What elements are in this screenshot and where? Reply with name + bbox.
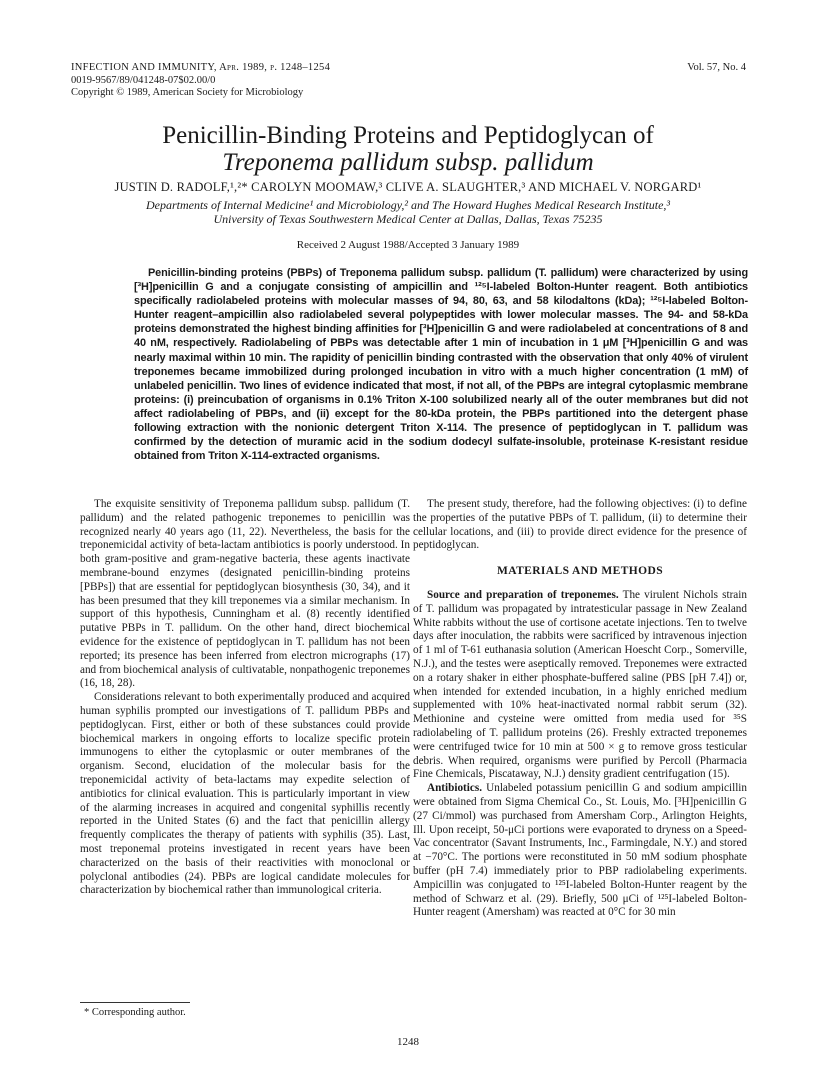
page-number: 1248 bbox=[397, 1036, 419, 1048]
received-date: Received 2 August 1988/Accepted 3 January 1989 bbox=[296, 239, 520, 251]
antibiotics-text: Unlabeled potassium penicillin G and sodium ampicillin were obtained from Sigma Chemical Co., St. Louis, Mo. [³H]penicillin G (27 Ci/mmol) was purchased from Amersham Corp., Arlington Heights, Ill. Upon receipt, 50-μCi portions were evaporated to dryness on a Speed-Vac concentrator (Savant Instruments, Inc., Farmingdale, N.Y.) and stored at −70°C. The portions were reconstituted in 50 mM sodium phosphate buffer (pH 7.4) immediately prior to PBP radiolabeling experiments. Ampicillin was conjugated to ¹²⁵I-labeled Bolton-Hunter reagent by the method of Schwarz et al. (29). Briefly, 500 μCi of ¹²⁵I-labeled Bolton-Hunter reagent (Amersham) was reacted at 0°C for 30 min bbox=[413, 782, 748, 919]
affiliations bbox=[70, 198, 746, 226]
affiliation-line-2: University of Texas Southwestern Medical Center at Dallas, Dallas, Texas 75235 bbox=[213, 212, 603, 226]
title-line-1: Penicillin-Binding Proteins and Peptidoglycan of bbox=[162, 122, 654, 149]
title-line-2 bbox=[70, 149, 746, 176]
affiliation-line-1: Departments of Internal Medicine¹ and Microbiology,² and The Howard Hughes Medical Research Institute,³ bbox=[145, 198, 671, 212]
intro-paragraph-1: The exquisite sensitivity of Treponema pallidum subsp. pallidum (T. pallidum) and the related pathogenic treponemes to penicillin was recognized nearly 40 years ago (11, 22). Nevertheless, the basis for the treponemicidal activity of beta-lactam antibiotics is poorly understood. In both gram-positive and gram-negative bacteria, these agents inactivate membrane-bound enzymes (designated penicillin-binding proteins [PBPs]) that are essential for peptidoglycan biosynthesis (30, 34), and it has been presumed that they kill treponemes via a similar mechanism. In support of this hypothesis, Cunningham et al. (8) recently identified putative PBPs in T. pallidum. On the other hand, direct biochemical evidence for the existence of peptidoglycan in T. pallidum has not been reported; its presence has been inferred from electron micrographs (17) and from biochemical analysis of cultivatable, nonpathogenic treponemes (16, 18, 28). bbox=[80, 498, 410, 690]
footnote: * Corresponding author. bbox=[84, 1007, 186, 1018]
copyright: Copyright © 1989, American Society for Microbiology bbox=[71, 87, 304, 98]
objectives-paragraph: The present study, therefore, had the following objectives: (i) to define the properties of the putative PBPs of T. pallidum, (ii) to determine their cellular locations, and (iii) to provide direct evidence for the presence of peptidoglycan. bbox=[413, 498, 747, 552]
subheading-antibiotics: Antibiotics. bbox=[427, 782, 483, 795]
right-column bbox=[413, 498, 747, 920]
source-text: The virulent Nichols strain of T. pallidum was propagated by intratesticular passage in New Zealand White rabbits without the use of cortisone acetate injections. Ten to twelve days after inoculation, the rabbits were sacrificed by intravenous injection of 1 ml of T-61 euthanasia solution (American Hoescht Corp., Somerville, N.J.), and the testes were aseptically removed. Treponemes were extracted on a rotary shaker in either phosphate-buffered saline (PBS [pH 7.4]) or, when intended for extended incubation, in a highly enriched medium supplemented with 10% heat-inactivated normal rabbit serum (32). Methionine and cysteine were omitted from media used for ³⁵S radiolabeling of T. pallidum proteins (26). Freshly extracted treponemes were centrifuged twice for 10 min at 500 × g to remove gross testicular debris. When required, organisms were purified by Percoll (Pharmacia Fine Chemicals, Piscataway, N.J.) density gradient centrifugation (15). bbox=[413, 588, 747, 781]
journal-header bbox=[71, 62, 330, 100]
section-heading: MATERIALS AND METHODS bbox=[496, 565, 663, 578]
author-list: JUSTIN D. RADOLF,¹,²* CAROLYN MOOMAW,³ CLIVE A. SLAUGHTER,³ AND MICHAEL V. NORGARD¹ bbox=[114, 180, 702, 194]
methods-paragraph-2 bbox=[413, 782, 747, 920]
journal-citation: INFECTION AND IMMUNITY, Apr. 1989, p. 1248–1254 bbox=[71, 62, 331, 73]
journal-code: 0019-9567/89/041248-07$02.00/0 bbox=[71, 74, 216, 86]
abstract: Penicillin-binding proteins (PBPs) of Treponema pallidum subsp. pallidum (T. pallidum) were characterized by using [³H]penicillin G and a conjugate consisting of ampicillin and ¹²⁵I-labeled Bolton-Hunter reagent. Both antibiotics specifically radiolabeled proteins with molecular masses of 94, 80, 63, and 58 kilodaltons (kDa); ¹²⁵I-labeled Bolton-Hunter reagent–ampicillin also radiolabeled several polypeptides with lower molecular masses. The 94- and 58-kDa proteins demonstrated the highest binding affinities for [³H]penicillin G and were radiolabeled at concentrations of 8 and 40 nM, respectively. Radiolabeling of PBPs was detectable after 1 min of incubation in 1 μM [³H]penicillin G and was nearly maximal within 10 min. The rapidity of penicillin binding contrasted with the observation that only 40% of virulent treponemes became immobilized during prolonged incubation in vitro with a much higher concentration (1 mM) of unlabeled penicillin. Two lines of evidence indicated that most, if not all, of the PBPs are integral cytoplasmic membrane proteins: (i) preincubation of organisms in 0.1% Triton X-100 solubilized nearly all of the outer membranes but did not affect radiolabeling of PBPs, and (ii) except for the 80-kDa protein, the PBPs partitioned into the detergent phase following extraction with the nonionic detergent Triton X-114. The presence of peptidoglycan in T. pallidum was confirmed by the detection of muramic acid in the sodium dodecyl sulfate-insoluble, proteinase K-resistant residue obtained from Triton X-114-extracted organisms. bbox=[134, 267, 748, 463]
footnote-divider bbox=[80, 1002, 190, 1003]
subheading-source: Source and preparation of treponemes. bbox=[427, 588, 619, 601]
methods-paragraph-1 bbox=[413, 589, 747, 782]
intro-paragraph-2: Considerations relevant to both experimentally produced and acquired human syphilis prompted our investigations of T. pallidum PBPs and peptidoglycan. First, either or both of these substances could provide biochemical markers in ongoing efforts to localize specific protein immunogens to either the cytoplasmic or outer membranes of the organism. Second, elucidation of the molecular basis for the treponemicidal activity of beta-lactams may expedite selection of antibiotics for clinical evaluation. This is particularly important in view of the alarming increases in acquired and congenital syphillis recently reported in the United States (6) and the fact that penicillin allergy frequently complicates the therapy of patients with syphilis (35). Last, most treponemal proteins investigated in recent years have been characterized on the basis of their reactivities with monoclonal or polyclonal antibodies (24). PBPs are logical candidate molecules for characterization by biochemical rather than immunological criteria. bbox=[80, 691, 410, 897]
left-column bbox=[80, 498, 410, 898]
title-line-2-text: Treponema pallidum subsp. pallidum bbox=[222, 149, 594, 176]
volume-info: Vol. 57, No. 4 bbox=[687, 62, 746, 73]
article-title bbox=[70, 122, 746, 176]
